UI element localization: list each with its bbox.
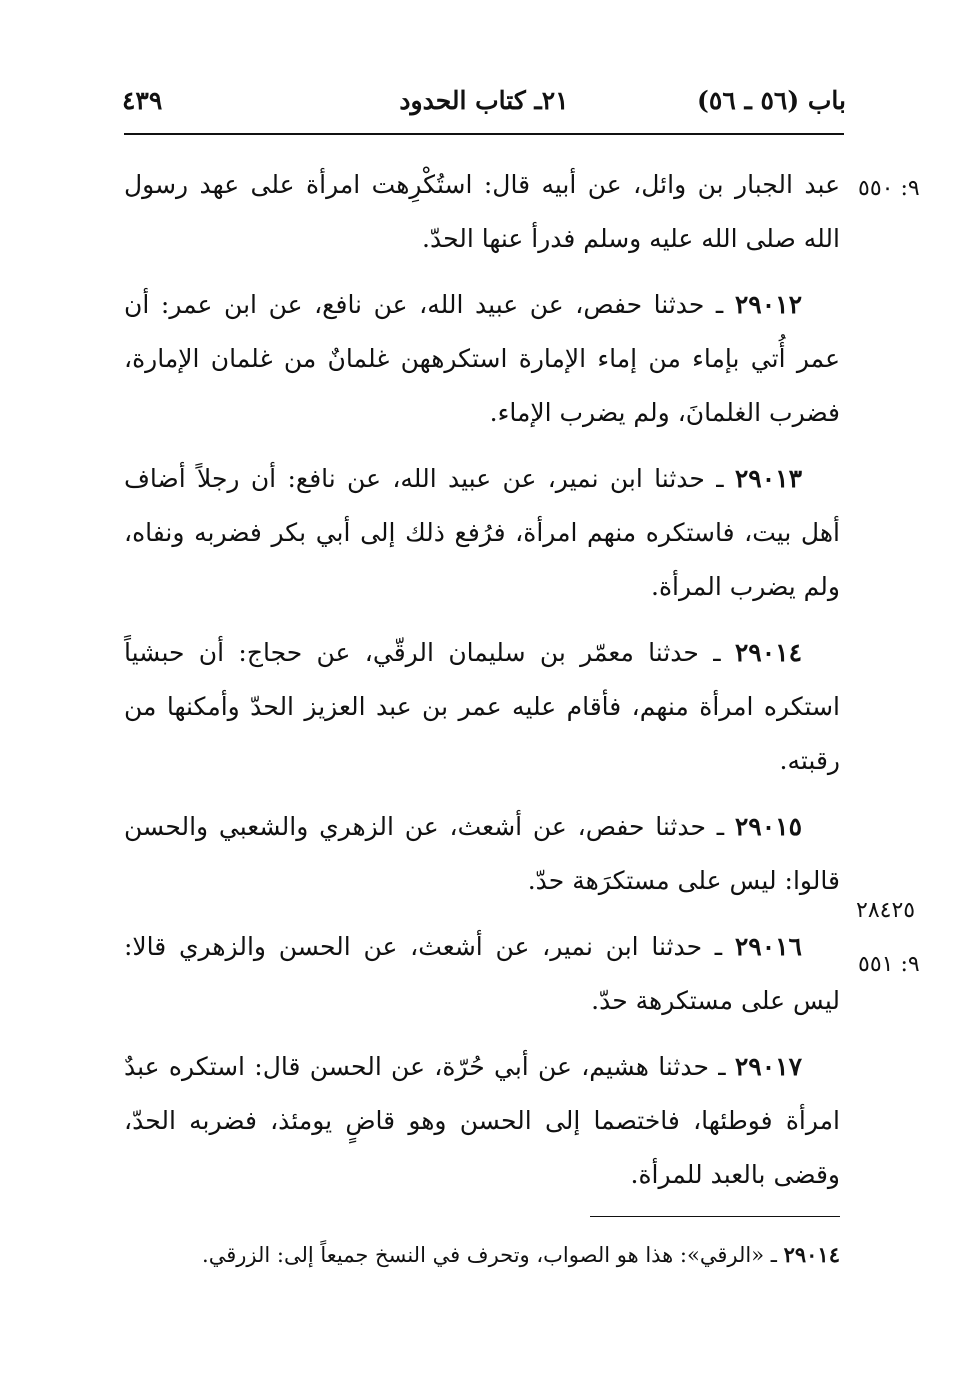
hadith-text: ـ حدثنا ابن نمير، عن عبيد الله، عن نافع: أن رجلاً أضاف أهل بيت، فاستكره منهم امرأة، فرُفع ذلك إلى أبي بكر فضربه ونفاه، ولم يضرب المرأة. <box>124 464 840 601</box>
book-title: ٢١ـ كتاب الحدود <box>399 86 569 115</box>
hadith-number: ٢٩٠١٥ <box>734 812 803 841</box>
hadith-entry <box>124 626 840 788</box>
hadith-entry <box>124 1040 840 1202</box>
hadith-text: ـ حدثنا حفص، عن أشعث، عن الزهري والشعبي والحسن قالوا: ليس على مستكرَهة حدّ. <box>124 812 840 895</box>
footnote-divider <box>590 1216 840 1217</box>
hadith-entry <box>124 920 840 1028</box>
running-header <box>122 86 846 130</box>
hadith-number: ٢٩٠١٢ <box>734 290 802 319</box>
hadith-body <box>124 158 840 1214</box>
hadith-text: عبد الجبار بن وائل، عن أبيه قال: استُكْرِهت امرأة على عهد رسول الله صلى الله عليه وسلم فدرأ عنها الحدّ. <box>124 170 840 253</box>
margin-reference: ٩: ٥٥٠ <box>858 176 920 201</box>
hadith-entry <box>124 452 840 614</box>
hadith-entry <box>124 800 840 908</box>
hadith-text: ـ حدثنا ابن نمير، عن أشعث، عن الحسن والزهري قالا: ليس على مستكرهة حدّ. <box>124 932 840 1015</box>
header-divider <box>124 133 844 135</box>
hadith-text: ـ حدثنا معمّر بن سليمان الرقّي، عن حجاج: أن حبشياً استكره امرأة منهم، فأقام عليه عمر بن عبد العزيز الحدّ وأمكنها من رقبته. <box>124 638 840 775</box>
hadith-number: ٢٩٠١٦ <box>734 932 802 961</box>
chapter-reference: باب (٥٦ ـ ٥٦) <box>697 86 846 115</box>
hadith-number: ٢٩٠١٧ <box>734 1052 803 1081</box>
margin-reference: ٩: ٥٥١ <box>858 952 920 977</box>
footnote-number: ٢٩٠١٤ <box>783 1242 840 1267</box>
hadith-text: ـ حدثنا هشيم، عن أبي حُرّة، عن الحسن قال: استكره عبدٌ امرأة فوطئها، فاختصما إلى الحسن وهو قاضٍ يومئذ، فضربه الحدّ، وقضى بالعبد للمرأة. <box>124 1052 840 1189</box>
hadith-number: ٢٩٠١٣ <box>734 464 802 493</box>
hadith-entry <box>124 158 840 266</box>
hadith-entry <box>124 278 840 440</box>
margin-reference: ٢٨٤٢٥ <box>856 898 916 923</box>
hadith-number: ٢٩٠١٤ <box>734 638 802 667</box>
page-number: ٤٣٩ <box>122 86 163 115</box>
hadith-text: ـ حدثنا حفص، عن عبيد الله، عن نافع، عن ابن عمر: أن عمر أُتي بإماء من إماء الإمارة استكرههن غلمانٌ من غلمان الإمارة، فضرب الغلمانَ، ولم يضرب الإماء. <box>124 290 840 427</box>
footnote-text: ـ «الرقي»: هذا هو الصواب، وتحرف في النسخ جميعاً إلى: الزرقي. <box>202 1243 777 1267</box>
footnote <box>140 1238 840 1272</box>
